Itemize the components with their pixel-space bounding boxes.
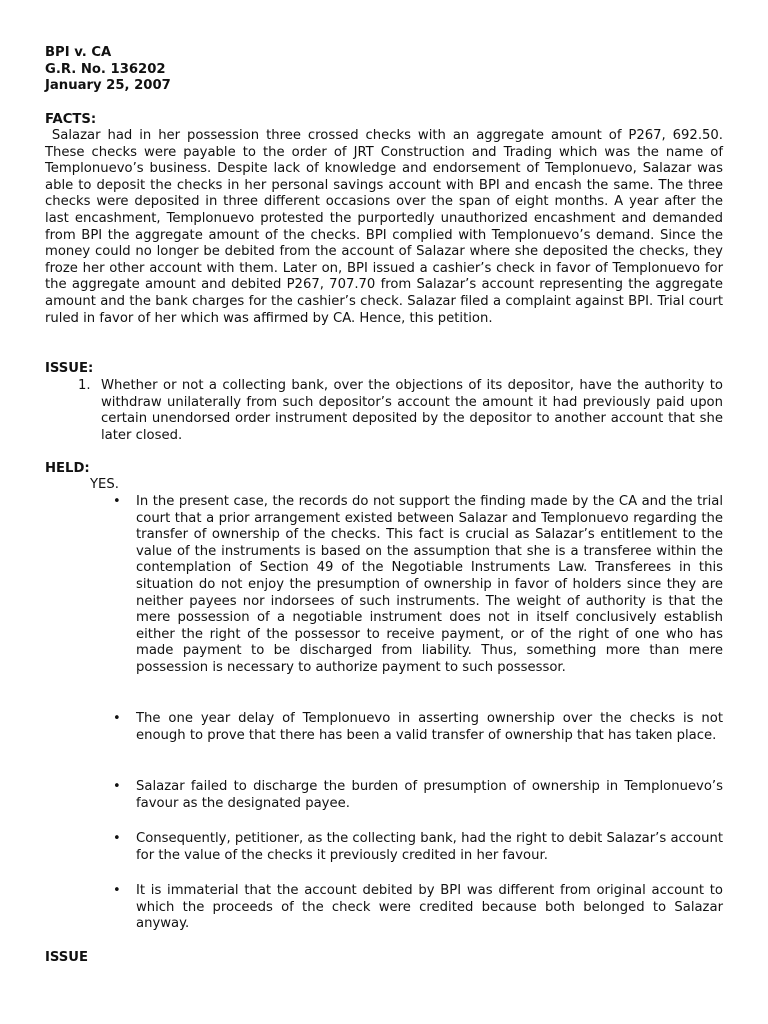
held-bullet-text: Consequently, petitioner, as the collecting bank, had the right to debit Salazar’s account for the value of the checks it previously credited in her favour. [136, 831, 723, 863]
held-bullet-text: It is immaterial that the account debited by BPI was different from original account to which the proceeds of the check were credited because both belonged to Salazar anyway. [136, 883, 723, 932]
case-header [45, 45, 171, 95]
held-bullet-text: Salazar failed to discharge the burden of presumption of ownership in Templonuevo’s favour as the designated payee. [136, 779, 723, 811]
bullet-icon: • [113, 883, 121, 898]
case-name: BPI v. CA [45, 45, 112, 60]
bullet-icon: • [113, 711, 121, 726]
held-answer: YES. [90, 477, 119, 492]
issue-number: 1. [78, 378, 91, 393]
held-bullet-text: The one year delay of Templonuevo in asserting ownership over the checks is not enough to prove that there has been a valid transfer of ownership that has taken place. [136, 711, 723, 743]
case-date: January 25, 2007 [45, 78, 171, 94]
facts-heading: FACTS: [45, 112, 97, 127]
bullet-icon: • [113, 831, 121, 846]
issue-heading: ISSUE: [45, 361, 94, 376]
next-issue-heading: ISSUE [45, 950, 89, 965]
bullet-icon: • [113, 494, 121, 509]
facts-body: Salazar had in her possession three crossed checks with an aggregate amount of P267, 692.50. These checks were payable to the order of JRT Construction and Trading which was the name of Templonuevo’s business. Despite lack of knowledge and endorsement of Templonuevo, Salazar was able to deposit the checks in her personal savings account with BPI and encash the same. The three checks were deposited in three different occasions over the span of eight months. A year after the last encashment, Templonuevo protested the purportedly unauthorized encashment and demanded from BPI the aggregate amount of the checks. BPI complied with Templonuevo’s demand. Since the money could no longer be debited from the account of Salazar where she deposited the checks, they froze her other account with them. Later on, BPI issued a cashier’s check in favor of Templonuevo for the aggregate amount and debited P267, 707.70 from Salazar’s account representing the aggregate amount and the bank charges for the cashier’s check. Salazar filed a complaint against BPI. Trial court ruled in favor of her which was affirmed by CA. Hence, this petition. [45, 128, 723, 326]
case-number: G.R. No. 136202 [45, 61, 166, 77]
issue-text: Whether or not a collecting bank, over the objections of its depositor, have the authority to withdraw unilaterally from such depositor’s account the amount it had previously paid upon certain unendorsed order instrument deposited by the depositor to another account that she later closed. [101, 378, 723, 443]
bullet-icon: • [113, 779, 121, 794]
held-heading: HELD: [45, 461, 90, 476]
held-bullet-text: In the present case, the records do not support the finding made by the CA and the trial court that a prior arrangement existed between Salazar and Templonuevo regarding the transfer of ownership of the checks. This fact is crucial as Salazar’s entitlement to the value of the instruments is based on the assumption that she is a transferee within the contemplation of Section 49 of the Negotiable Instruments Law. Transferees in this situation do not enjoy the presumption of ownership in favor of holders since they are neither payees nor indorsees of such instruments. The weight of authority is that the mere possession of a negotiable instrument does not in itself conclusively establish either the right of the possessor to receive payment, or of the right of one who has made payment to be discharged from liability. Thus, something more than mere possession is necessary to authorize payment to such possessor. [136, 494, 723, 675]
